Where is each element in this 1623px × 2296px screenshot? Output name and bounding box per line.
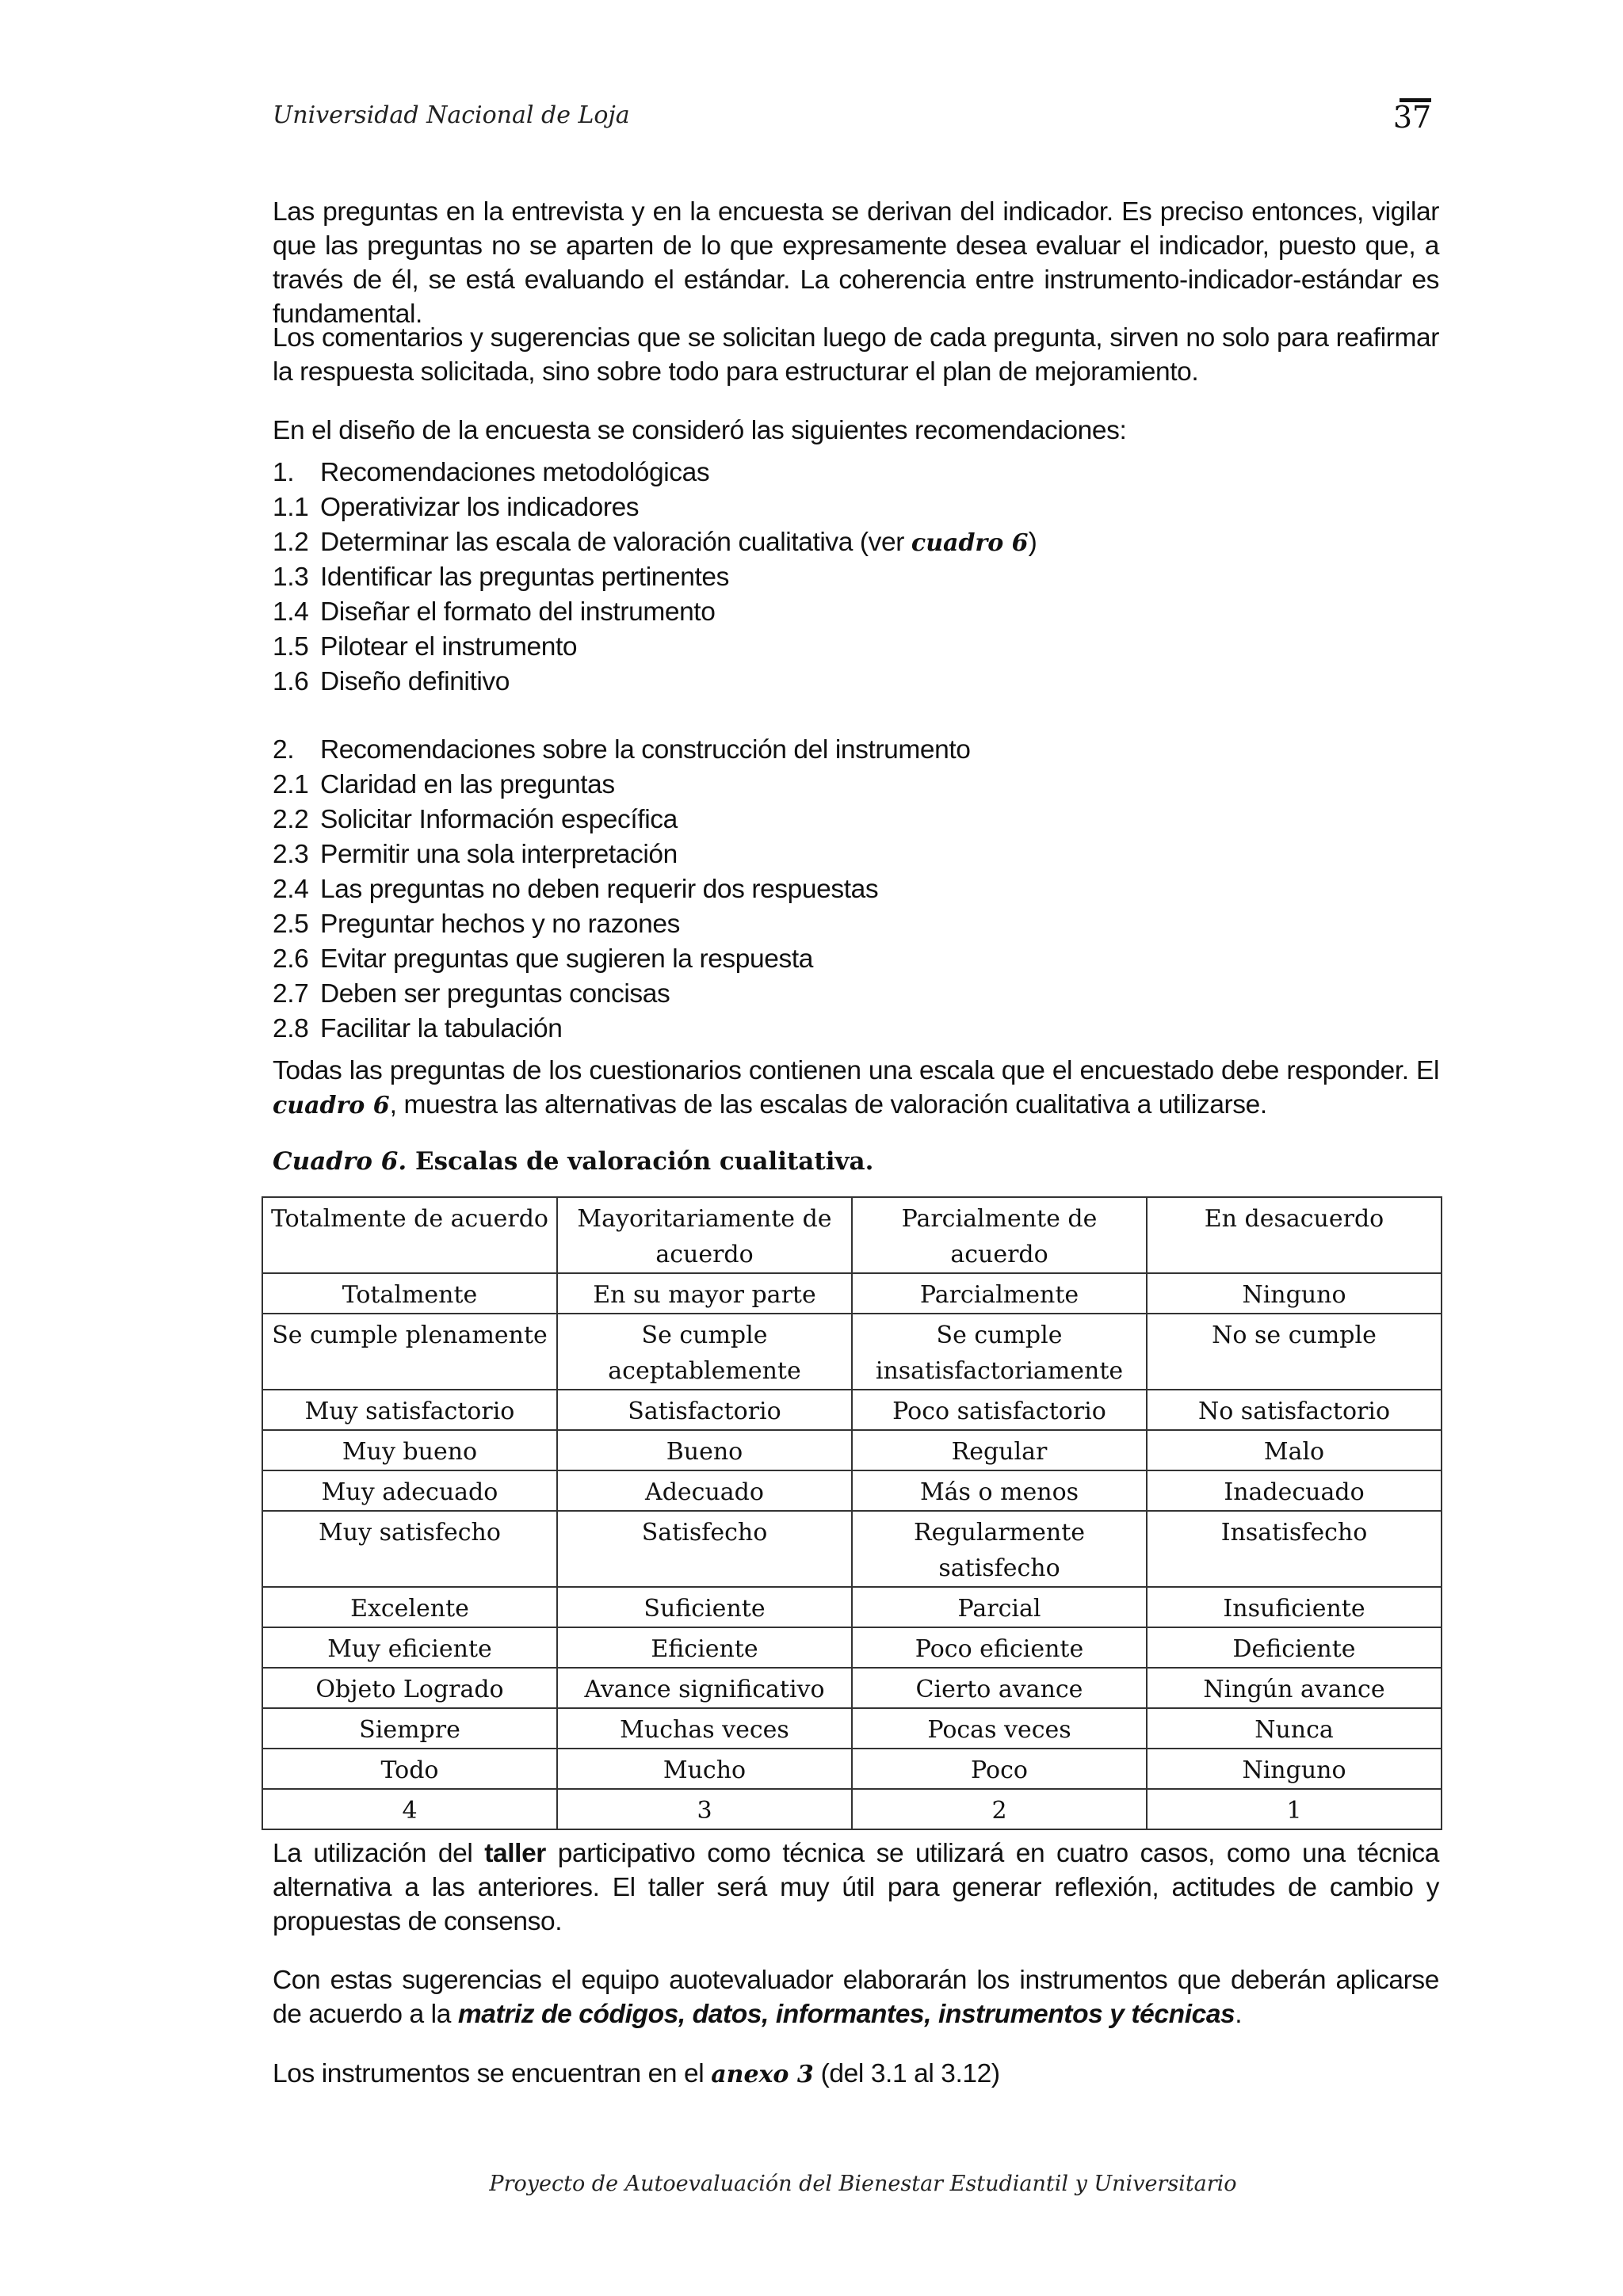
table-row (262, 1390, 1442, 1430)
table-cell: Regular (852, 1430, 1147, 1470)
table-row (262, 1314, 1442, 1390)
page-number: 37 (1392, 100, 1432, 135)
table-cell: Parcialmente (852, 1273, 1147, 1314)
table-cell: Parcialmente de acuerdo (852, 1197, 1147, 1273)
table-row (262, 1749, 1442, 1789)
paragraph-5 (273, 1836, 1439, 1939)
table-cell: Se cumple aceptablemente (557, 1314, 852, 1390)
paragraph-3-text: En el diseño de la encuesta se consideró las siguientes recomendaciones: (273, 416, 1127, 445)
table-cell: Insatisfecho (1147, 1511, 1442, 1587)
paragraph-1-text: Las preguntas en la entrevista y en la encuesta se derivan del indicador. Es preciso entonces, vigilar que las preguntas no se aparten de lo que expresamente desea evaluar el indicador, puesto que, a través de él, se está evaluando el estándar. La coherencia entre instrumento-indicador-estándar es fundamental. (273, 197, 1439, 329)
table-cell: Mucho (557, 1749, 852, 1789)
paragraph-6-text: Con estas sugerencias el equipo auotevaluador elaborarán los instrumentos que deberán aplicarse de acuerdo a la matriz de códigos, datos, informantes, instrumentos y técnicas. (273, 1966, 1439, 2029)
table-cell: Se cumple plenamente (262, 1314, 557, 1390)
table-cell: Adecuado (557, 1470, 852, 1511)
table-cell: Todo (262, 1749, 557, 1789)
paragraph-5-text: La utilización del taller participativo como técnica se utilizará en cuatro casos, como una técnica alternativa a las anteriores. El taller será muy útil para generar reflexión, actitudes de cambio y propuestas de consenso. (273, 1839, 1439, 1936)
table-reference: cuadro 6 (273, 1092, 390, 1119)
table-caption (273, 1147, 873, 1176)
table-cell: Totalmente (262, 1273, 557, 1314)
table-cell: No satisfactorio (1147, 1390, 1442, 1430)
table-row (262, 1273, 1442, 1314)
paragraph-2 (273, 321, 1439, 389)
table-cell: Excelente (262, 1587, 557, 1627)
table-cell: Poco (852, 1749, 1147, 1789)
table-cell: Poco satisfactorio (852, 1390, 1147, 1430)
table-cell: Cierto avance (852, 1668, 1147, 1708)
paragraph-7 (273, 2057, 1439, 2092)
table-cell: Más o menos (852, 1470, 1147, 1511)
table-cell: 2 (852, 1789, 1147, 1829)
table-cell: Satisfactorio (557, 1390, 852, 1430)
table-cell: Muy bueno (262, 1430, 557, 1470)
table-cell: Muy satisfecho (262, 1511, 557, 1587)
paragraph-6 (273, 1963, 1439, 2031)
table-reference: cuadro 6 (911, 529, 1029, 557)
caption-label: Cuadro 6. (273, 1147, 407, 1176)
list-item: 2.5 Preguntar hechos y no razones (273, 910, 680, 939)
table-cell: Deficiente (1147, 1627, 1442, 1668)
table-cell: Ningún avance (1147, 1668, 1442, 1708)
list-item: 2.3 Permitir una sola interpretación (273, 840, 678, 869)
table-cell: Ninguno (1147, 1273, 1442, 1314)
list-item: 2.2 Solicitar Información específica (273, 805, 678, 834)
header-title: Universidad Nacional de Loja (273, 101, 630, 129)
table-cell: Parcial (852, 1587, 1147, 1627)
list-item: 2.8 Facilitar la tabulación (273, 1014, 563, 1043)
list-item: 1.5 Pilotear el instrumento (273, 632, 578, 662)
table-cell: Pocas veces (852, 1708, 1147, 1749)
table-cell: Eficiente (557, 1627, 852, 1668)
table-row (262, 1430, 1442, 1470)
table-cell: Muy eficiente (262, 1627, 557, 1668)
list-heading: 2. Recomendaciones sobre la construcción del instrumento (273, 735, 971, 765)
list-item: 1.2 Determinar las escala de valoración cualitativa (ver cuadro 6) (273, 528, 1037, 557)
table-cell: No se cumple (1147, 1314, 1442, 1390)
list-item: 2.6 Evitar preguntas que sugieren la respuesta (273, 944, 813, 974)
paragraph-4 (273, 1054, 1439, 1123)
table-cell: Mayoritariamente de acuerdo (557, 1197, 852, 1273)
page-footer: Proyecto de Autoevaluación del Bienestar Estudiantil y Universitario (489, 2172, 1237, 2196)
table-row (262, 1789, 1442, 1829)
table-row (262, 1668, 1442, 1708)
table-cell: Regularmente satisfecho (852, 1511, 1147, 1587)
table-cell: Siempre (262, 1708, 557, 1749)
table-cell: En desacuerdo (1147, 1197, 1442, 1273)
table-cell: 4 (262, 1789, 557, 1829)
list-item: 1.6 Diseño definitivo (273, 667, 510, 696)
paragraph-4-text: Todas las preguntas de los cuestionarios contienen una escala que el encuestado debe responder. El cuadro 6, muestra las alternativas de las escalas de valoración cualitativa a utilizarse. (273, 1056, 1439, 1119)
table-cell: Poco eficiente (852, 1627, 1147, 1668)
table-cell: Muy adecuado (262, 1470, 557, 1511)
table-cell: Bueno (557, 1430, 852, 1470)
annex-reference: anexo 3 (711, 2061, 814, 2088)
list-item: 2.7 Deben ser preguntas concisas (273, 979, 670, 1009)
table-cell: Satisfecho (557, 1511, 852, 1587)
table-cell: Nunca (1147, 1708, 1442, 1749)
list-item: 1.3 Identificar las preguntas pertinentes (273, 563, 729, 592)
table-cell: Se cumple insatisfactoriamente (852, 1314, 1147, 1390)
table-cell: Avance significativo (557, 1668, 852, 1708)
table-cell: 1 (1147, 1789, 1442, 1829)
table-row (262, 1627, 1442, 1668)
table-row (262, 1708, 1442, 1749)
paragraph-2-text: Los comentarios y sugerencias que se solicitan luego de cada pregunta, sirven no solo para reafirmar la respuesta solicitada, sino sobre todo para estructurar el plan de mejoramiento. (273, 323, 1439, 387)
table-cell: Malo (1147, 1430, 1442, 1470)
paragraph-1 (273, 195, 1439, 331)
paragraph-3 (273, 414, 1439, 448)
table-cell: Muchas veces (557, 1708, 852, 1749)
table-cell: Inadecuado (1147, 1470, 1442, 1511)
paragraph-7-text: Los instrumentos se encuentran en el anexo 3 (del 3.1 al 3.12) (273, 2059, 1000, 2088)
table-cell: Insuficiente (1147, 1587, 1442, 1627)
table-cell: Objeto Logrado (262, 1668, 557, 1708)
table-cell: Ninguno (1147, 1749, 1442, 1789)
table-cell: Totalmente de acuerdo (262, 1197, 557, 1273)
list-item: 1.1 Operativizar los indicadores (273, 493, 640, 522)
table-row (262, 1197, 1442, 1273)
rating-scale-table (262, 1196, 1442, 1830)
list-item: 2.1 Claridad en las preguntas (273, 770, 615, 799)
table-row (262, 1587, 1442, 1627)
table-cell: Muy satisfactorio (262, 1390, 557, 1430)
table-row (262, 1511, 1442, 1587)
caption-title: Escalas de valoración cualitativa. (414, 1147, 874, 1176)
table-row (262, 1470, 1442, 1511)
table-cell: Suficiente (557, 1587, 852, 1627)
table-cell: 3 (557, 1789, 852, 1829)
list-item: 2.4 Las preguntas no deben requerir dos respuestas (273, 875, 879, 904)
list-heading: 1. Recomendaciones metodológicas (273, 458, 710, 487)
table-cell: En su mayor parte (557, 1273, 852, 1314)
list-item: 1.4 Diseñar el formato del instrumento (273, 597, 716, 627)
